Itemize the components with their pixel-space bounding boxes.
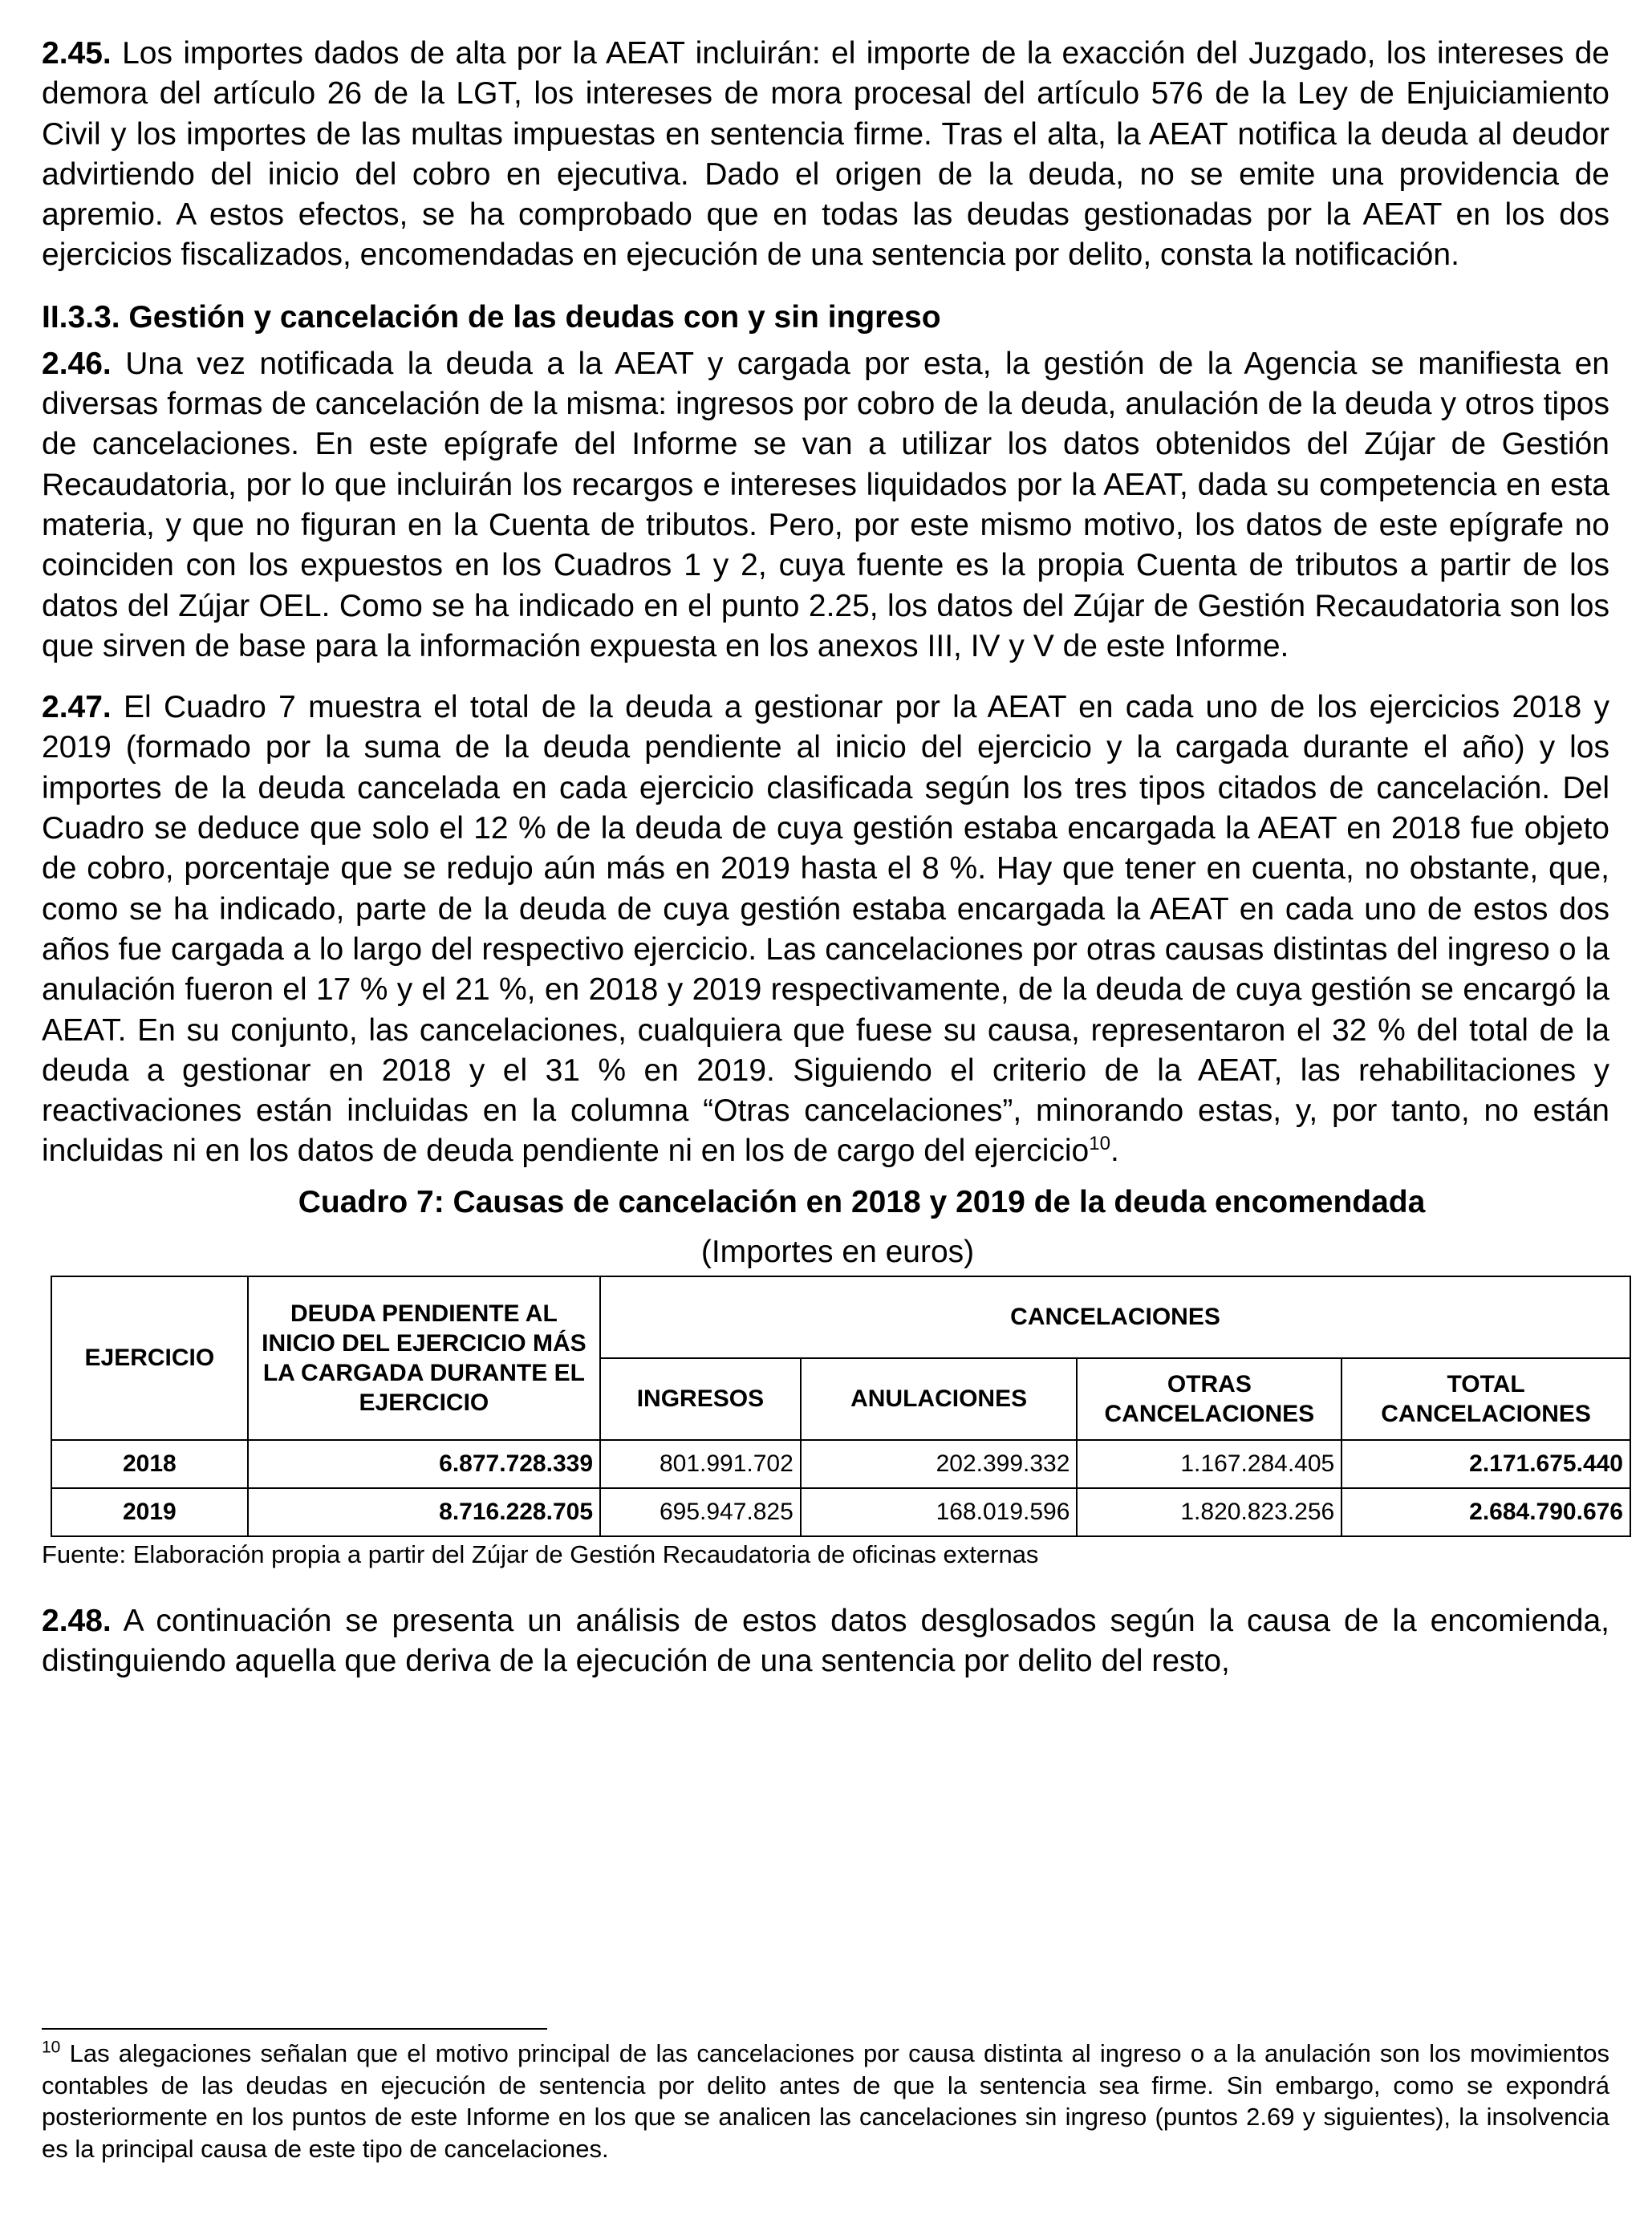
paragraph-2-46 bbox=[42, 344, 1609, 667]
table-title: Cuadro 7: Causas de cancelación en 2018 y 2019 de la deuda encomendada bbox=[298, 1184, 1426, 1219]
paragraph-number: 2.47. bbox=[42, 690, 112, 725]
paragraph-text: A continuación se presenta un análisis de estos datos desglosados según la causa de la encomienda, distinguiendo aquella que deriva de la ejecución de una sentencia por delito del resto, bbox=[42, 1603, 1609, 1679]
footnote-text: Las alegaciones señalan que el motivo principal de las cancelaciones por causa distinta al ingreso o a la anulación son los movimientos contables de las deudas en ejecución de sentencia por delito antes de que la sentencia sea firme. Sin embargo, como se expondrá posteriormente en los puntos de este Informe en los que se analicen las cancelaciones sin ingreso (puntos 2.69 y siguientes), la insolvencia es la principal causa de este tipo de cancelaciones. bbox=[42, 2039, 1609, 2163]
paragraph-text: Una vez notificada la deuda a la AEAT y cargada por esta, la gestión de la Agencia se manifiesta en diversas formas de cancelación de la misma: ingresos por cobro de la deuda, anulación de la deuda y otros tipos de cancelaciones. En este epígrafe del Informe se van a utilizar los datos obtenidos del Zújar de Gestión Recaudatoria, por lo que incluirán los recargos e intereses liquidados por la AEAT, dada su competencia en esta materia, y que no figuran en la Cuenta de tributos. Pero, por este mismo motivo, los datos de este epígrafe no coinciden con los expuestos en los Cuadros 1 y 2, cuya fuente es la propia Cuenta de tributos a partir de los datos del Zújar OEL. Como se ha indicado en el punto 2.25, los datos del Zújar de Gestión Recaudatoria son los que sirven de base para la información expuesta en los anexos III, IV y V de este Informe. bbox=[42, 346, 1609, 663]
cell-anulaciones: 202.399.332 bbox=[801, 1440, 1078, 1488]
paragraph-2-45 bbox=[42, 34, 1609, 276]
cell-year: 2019 bbox=[51, 1488, 248, 1536]
footnote-reference[interactable]: 10 bbox=[1089, 1133, 1110, 1155]
section-heading: II.3.3. Gestión y cancelación de las deudas con y sin ingreso bbox=[42, 299, 941, 335]
header-anulaciones: ANULACIONES bbox=[801, 1358, 1078, 1440]
header-ejercicio: EJERCICIO bbox=[51, 1276, 248, 1440]
header-cancelaciones: CANCELACIONES bbox=[600, 1276, 1630, 1358]
cell-year: 2018 bbox=[51, 1440, 248, 1488]
cell-otras: 1.820.823.256 bbox=[1077, 1488, 1341, 1536]
cell-total: 2.684.790.676 bbox=[1341, 1488, 1630, 1536]
header-total: TOTAL CANCELACIONES bbox=[1341, 1358, 1630, 1440]
paragraph-text: El Cuadro 7 muestra el total de la deuda a gestionar por la AEAT en cada uno de los ejercicios 2018 y 2019 (formado por la suma de la deuda pendiente al inicio del ejercicio y la cargada durante el año) y los importes de la deuda cancelada en cada ejercicio clasificada según los tres tipos citados de cancelación. Del Cuadro se deduce que solo el 12 % de la deuda de cuya gestión estaba encargada la AEAT en 2018 fue objeto de cobro, porcentaje que se redujo aún más en 2019 hasta el 8 %. Hay que tener en cuenta, no obstante, que, como se ha indicado, parte de la deuda de cuya gestión estaba encargada la AEAT en cada uno de estos dos años fue cargada a lo largo del respectivo ejercicio. Las cancelaciones por otras causas distintas del ingreso o la anulación fueron el 17 % y el 21 %, en 2018 y 2019 respectivamente, de la deuda de cuya gestión se encargó la AEAT. En su conjunto, las cancelaciones, cualquiera que fuese su causa, representaron el 32 % del total de la deuda a gestionar en 2018 y el 31 % en 2019. Siguiendo el criterio de la AEAT, las rehabilitaciones y reactivaciones están incluidas en la columna “Otras cancelaciones”, minorando estas, y, por tanto, no están incluidas ni en los datos de deuda pendiente ni en los de cargo del ejercicio bbox=[42, 690, 1609, 1169]
paragraph-number: 2.45. bbox=[42, 36, 112, 71]
table-row bbox=[51, 1440, 1630, 1488]
paragraph-number: 2.46. bbox=[42, 346, 112, 381]
paragraph-end: . bbox=[1110, 1134, 1119, 1169]
cell-deuda: 6.877.728.339 bbox=[248, 1440, 600, 1488]
footnote-divider bbox=[42, 2028, 547, 2030]
table-subtitle: (Importes en euros) bbox=[700, 1234, 975, 1269]
paragraph-2-48 bbox=[42, 1601, 1609, 1682]
cell-total: 2.171.675.440 bbox=[1341, 1440, 1630, 1488]
paragraph-number: 2.48. bbox=[42, 1603, 112, 1638]
footnote-number: 10 bbox=[42, 2038, 61, 2057]
paragraph-2-47 bbox=[42, 688, 1609, 1172]
cell-ingresos: 695.947.825 bbox=[600, 1488, 801, 1536]
cell-deuda: 8.716.228.705 bbox=[248, 1488, 600, 1536]
cell-ingresos: 801.991.702 bbox=[600, 1440, 801, 1488]
header-otras: OTRAS CANCELACIONES bbox=[1077, 1358, 1341, 1440]
cancellation-table bbox=[51, 1276, 1631, 1537]
table-source: Fuente: Elaboración propia a partir del Zújar de Gestión Recaudatoria de oficinas externas bbox=[42, 1539, 1039, 1568]
header-ingresos: INGRESOS bbox=[600, 1358, 801, 1440]
paragraph-text: Los importes dados de alta por la AEAT incluirán: el importe de la exacción del Juzgado, los intereses de demora del artículo 26 de la LGT, los intereses de mora procesal del artículo 576 de la Ley de Enjuiciamiento Civil y los importes de las multas impuestas en sentencia firme. Tras el alta, la AEAT notifica la deuda al deudor advirtiendo del inicio del cobro en ejecutiva. Dado el origen de la deuda, no se emite una providencia de apremio. A estos efectos, se ha comprobado que en todas las deudas gestionadas por la AEAT en los dos ejercicios fiscalizados, encomendadas en ejecución de una sentencia por delito, consta la notificación. bbox=[42, 36, 1609, 273]
cell-anulaciones: 168.019.596 bbox=[801, 1488, 1078, 1536]
footnote bbox=[42, 2038, 1609, 2164]
cell-otras: 1.167.284.405 bbox=[1077, 1440, 1341, 1488]
document-page bbox=[42, 34, 1623, 1681]
table-row bbox=[51, 1488, 1630, 1536]
header-deuda: DEUDA PENDIENTE AL INICIO DEL EJERCICIO MÁS LA CARGADA DURANTE EL EJERCICIO bbox=[248, 1276, 600, 1440]
